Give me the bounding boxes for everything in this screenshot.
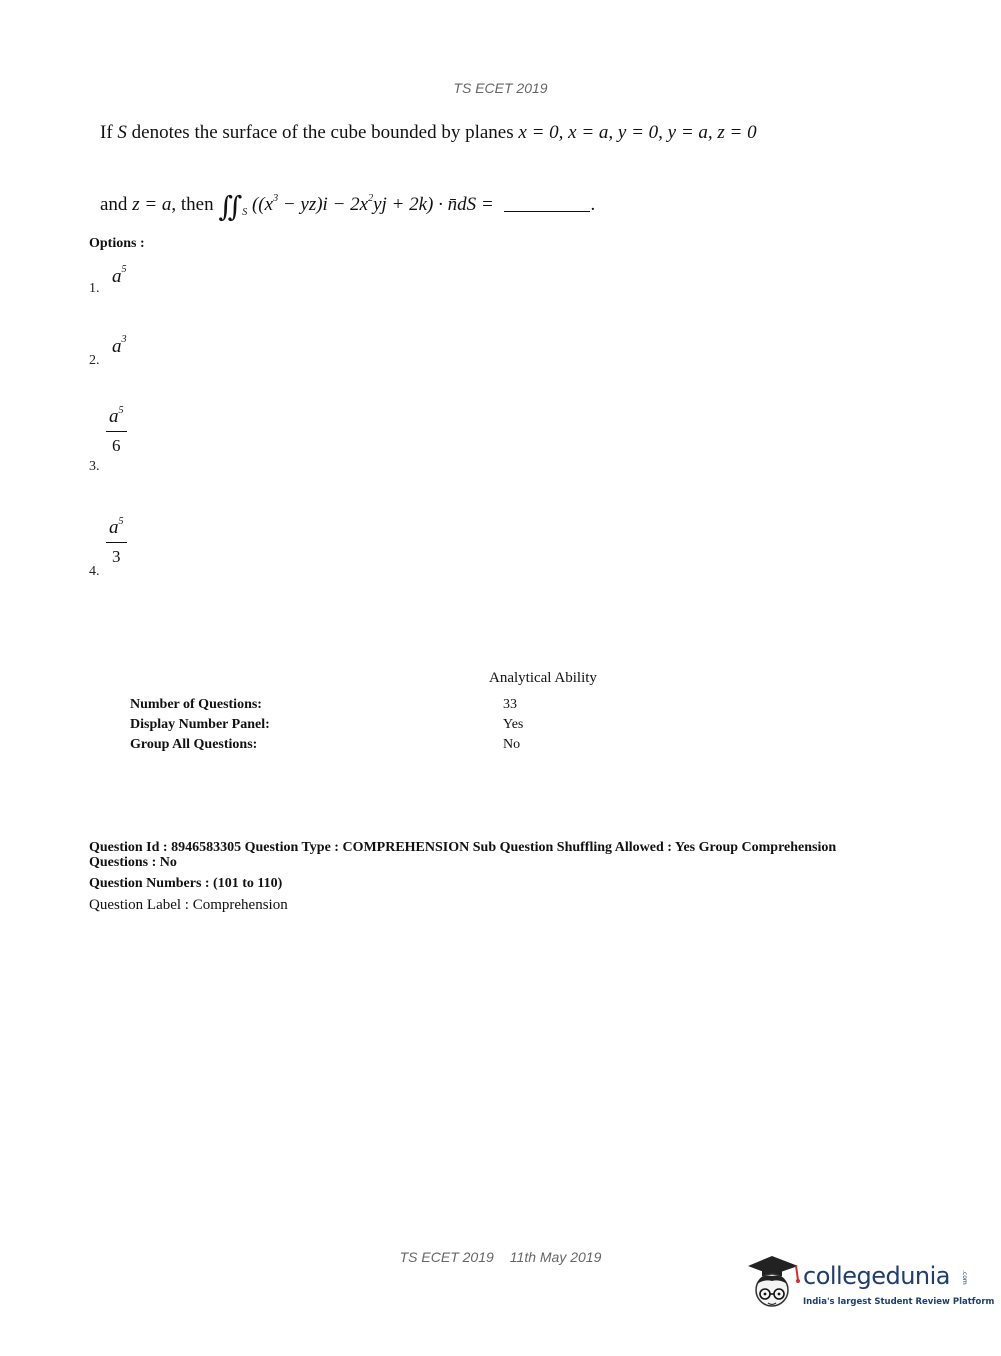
option-number: 3.	[89, 459, 100, 474]
question-line-1	[100, 122, 757, 144]
question-and: and	[100, 194, 128, 215]
question-label: Question Label : Comprehension	[89, 897, 288, 913]
question-planes: x = 0, x = a, y = 0, y = a, z = 0	[518, 122, 757, 143]
question-var-s: S	[117, 122, 127, 143]
page-header: TS ECET 2019	[453, 80, 548, 96]
question-text: denotes the surface of the cube bounded by planes	[131, 122, 514, 143]
question-then: , then	[171, 194, 214, 215]
info-value: No	[503, 737, 521, 752]
integral-subscript: S	[242, 207, 248, 218]
integrand: $((x^3 - yz)i - 2x^2yj + 2k)$ · n̄dS =	[251, 193, 494, 215]
info-value: 33	[503, 697, 517, 712]
info-label: Display Number Panel:	[130, 717, 270, 732]
double-integral-symbol: ∬	[218, 192, 237, 223]
options-label: Options :	[89, 236, 145, 251]
brand-name: collegedunia	[803, 1262, 951, 1290]
info-label: Group All Questions:	[130, 737, 258, 752]
option-1-value: $a^5$	[112, 264, 127, 287]
answer-blank	[504, 197, 590, 212]
footer-exam: TS ECET 2019	[399, 1249, 494, 1265]
option-number: 4.	[89, 564, 100, 579]
question-meta: Question Id : 8946583305 Question Type : COMPREHENSION Sub Question Shuffling Allowed : Yes Group Comprehension Questions : No	[89, 840, 837, 870]
option-number: 1.	[89, 281, 100, 296]
mascot-logo-icon	[742, 1248, 804, 1318]
question-numbers: Question Numbers : (101 to 110)	[89, 876, 283, 891]
option-4-fraction: $\frac{a^5}{3}$	[106, 517, 127, 567]
option-3-fraction: $\frac{a^5}{6}$	[106, 406, 127, 456]
info-label: Number of Questions:	[130, 697, 262, 712]
question-line-2: and z = a, then ∬ $_S$ $((x^3 - yz)i - 2x^2yj + 2k)$ · n̄dS = .	[100, 192, 596, 223]
section-title: Analytical Ability	[489, 670, 597, 686]
question-if: If	[100, 122, 113, 143]
option-2-value: $a^3$	[112, 334, 127, 357]
question-z-equals-a: z = a	[132, 194, 172, 215]
brand-suffix: .com	[961, 1270, 968, 1285]
footer-date: 11th May 2019	[509, 1249, 602, 1265]
option-number: 2.	[89, 353, 100, 368]
brand-tagline: India's largest Student Review Platform	[803, 1297, 995, 1307]
info-value: Yes	[503, 717, 524, 732]
